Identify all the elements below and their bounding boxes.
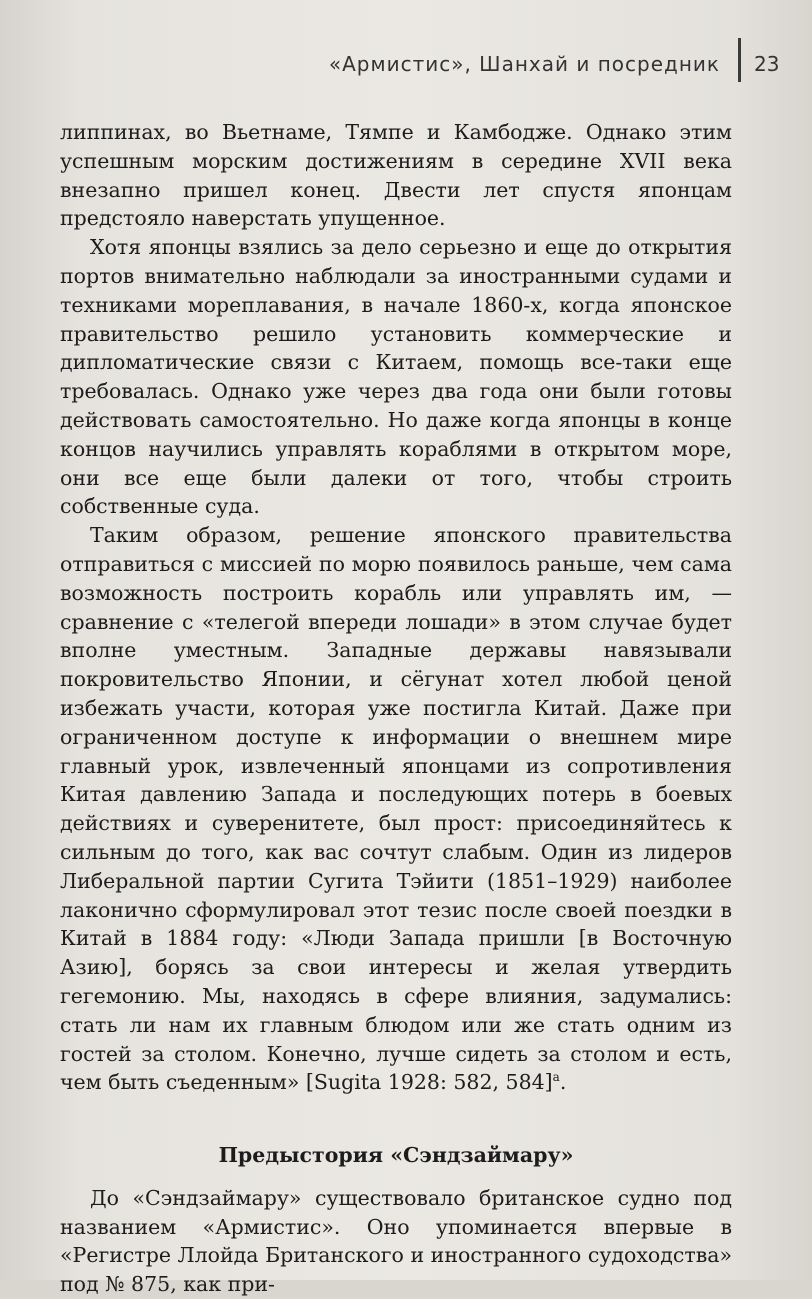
paragraph-3-text: Таким образом, решение японского правительства отправиться с миссией по морю появилось раньше, чем сама возможность построить корабль или управлять им, — сравнение с «телегой впереди лошади» в этом случае будет вполне уместным. Западные державы навязывали покровительство Японии, и сёгунат хотел любой ценой избежать участи, которая уже постигла Китай. Даже при ограниченном доступе к информации о внешнем мире главный урок, извлеченный японцами из сопротивления Китая давлению Запада и последующих потерь в боевых действиях и суверенитете, был прост: присоединяйтесь к сильным до того, как вас сочтут слабым. Один из лидеров Либеральной партии Сугита Тэйити (1851–1929) наиболее лаконично сформулировал этот тезис после своей поездки в Китай в 1884 году: «Люди Запада пришли [в Восточную Азию], борясь за свои интересы и желая утвердить гегемонию. Мы, находясь в сфере влияния, задумались: стать ли нам их главным блюдом или же стать одним из гостей за столом. Конечно, лучше сидеть за столом и есть, чем быть съеденным» [Sugita 1928: 582, 584]	[60, 523, 732, 1095]
paragraph-2: Хотя японцы взялись за дело серьезно и еще до открытия портов внимательно наблюдали за иностранными судами и техниками мореплавания, в начале 1860-х, когда японское правительство решило установить коммерческие и дипломатические связи с Китаем, помощь все-таки еще требовалась. Однако уже через два года они были готовы действовать самостоятельно. Но даже когда японцы в конце концов научились управлять кораблями в открытом море, они все еще были далеки от того, чтобы строить собственные суда.	[60, 235, 732, 519]
page-number: 23	[754, 52, 780, 76]
running-title: «Армистис», Шанхай и посредник	[328, 52, 720, 76]
body-text	[60, 118, 732, 1299]
page-header	[0, 46, 812, 90]
paragraph-1: липпинах, во Вьетнаме, Тямпе и Камбодже. Однако этим успешным морским достижениям в середине XVII века внезапно пришел конец. Двести лет спустя японцам предстояло наверстать упущенное.	[60, 120, 732, 231]
section-heading: Предыстория «Сэндзаймару»	[218, 1143, 574, 1168]
paragraph-3: Таким образом, решение японского правительства отправиться с миссией по морю появилось раньше, чем сама возможность построить корабль или управлять им, — сравнение с «телегой впереди лошади» в этом случае будет вполне уместным. Западные державы навязывали покровительство Японии, и сёгунат хотел любой ценой избежать участи, которая уже постигла Китай. Даже при ограниченном доступе к информации о внешнем мире главный урок, извлеченный японцами из сопротивления Китая давлению Запада и последующих потерь в боевых действиях и суверенитете, был прост: присоединяйтесь к сильным до того, как вас сочтут слабым. Один из лидеров Либеральной партии Сугита Тэйити (1851–1929) наиболее лаконично сформулировал этот тезис после своей поездки в Китай в 1884 году: «Люди Запада пришли [в Восточную Азию], борясь за свои интересы и желая утвердить гегемонию. Мы, находясь в сфере влияния, задумались: стать ли нам их главным блюдом или же стать одним из гостей за столом. Конечно, лучше сидеть за столом и есть, чем быть съеденным» [Sugita 1928: 582, 584]$^a$.	[60, 523, 732, 1095]
footnote-marker: a	[552, 1070, 560, 1085]
paragraph-4: До «Сэндзаймару» существовало британское судно под названием «Армистис». Оно упоминается впервые в «Регистре Ллойда Британского и иностранного судоходства» под № 875, как при-	[60, 1185, 732, 1297]
header-divider	[738, 38, 741, 82]
